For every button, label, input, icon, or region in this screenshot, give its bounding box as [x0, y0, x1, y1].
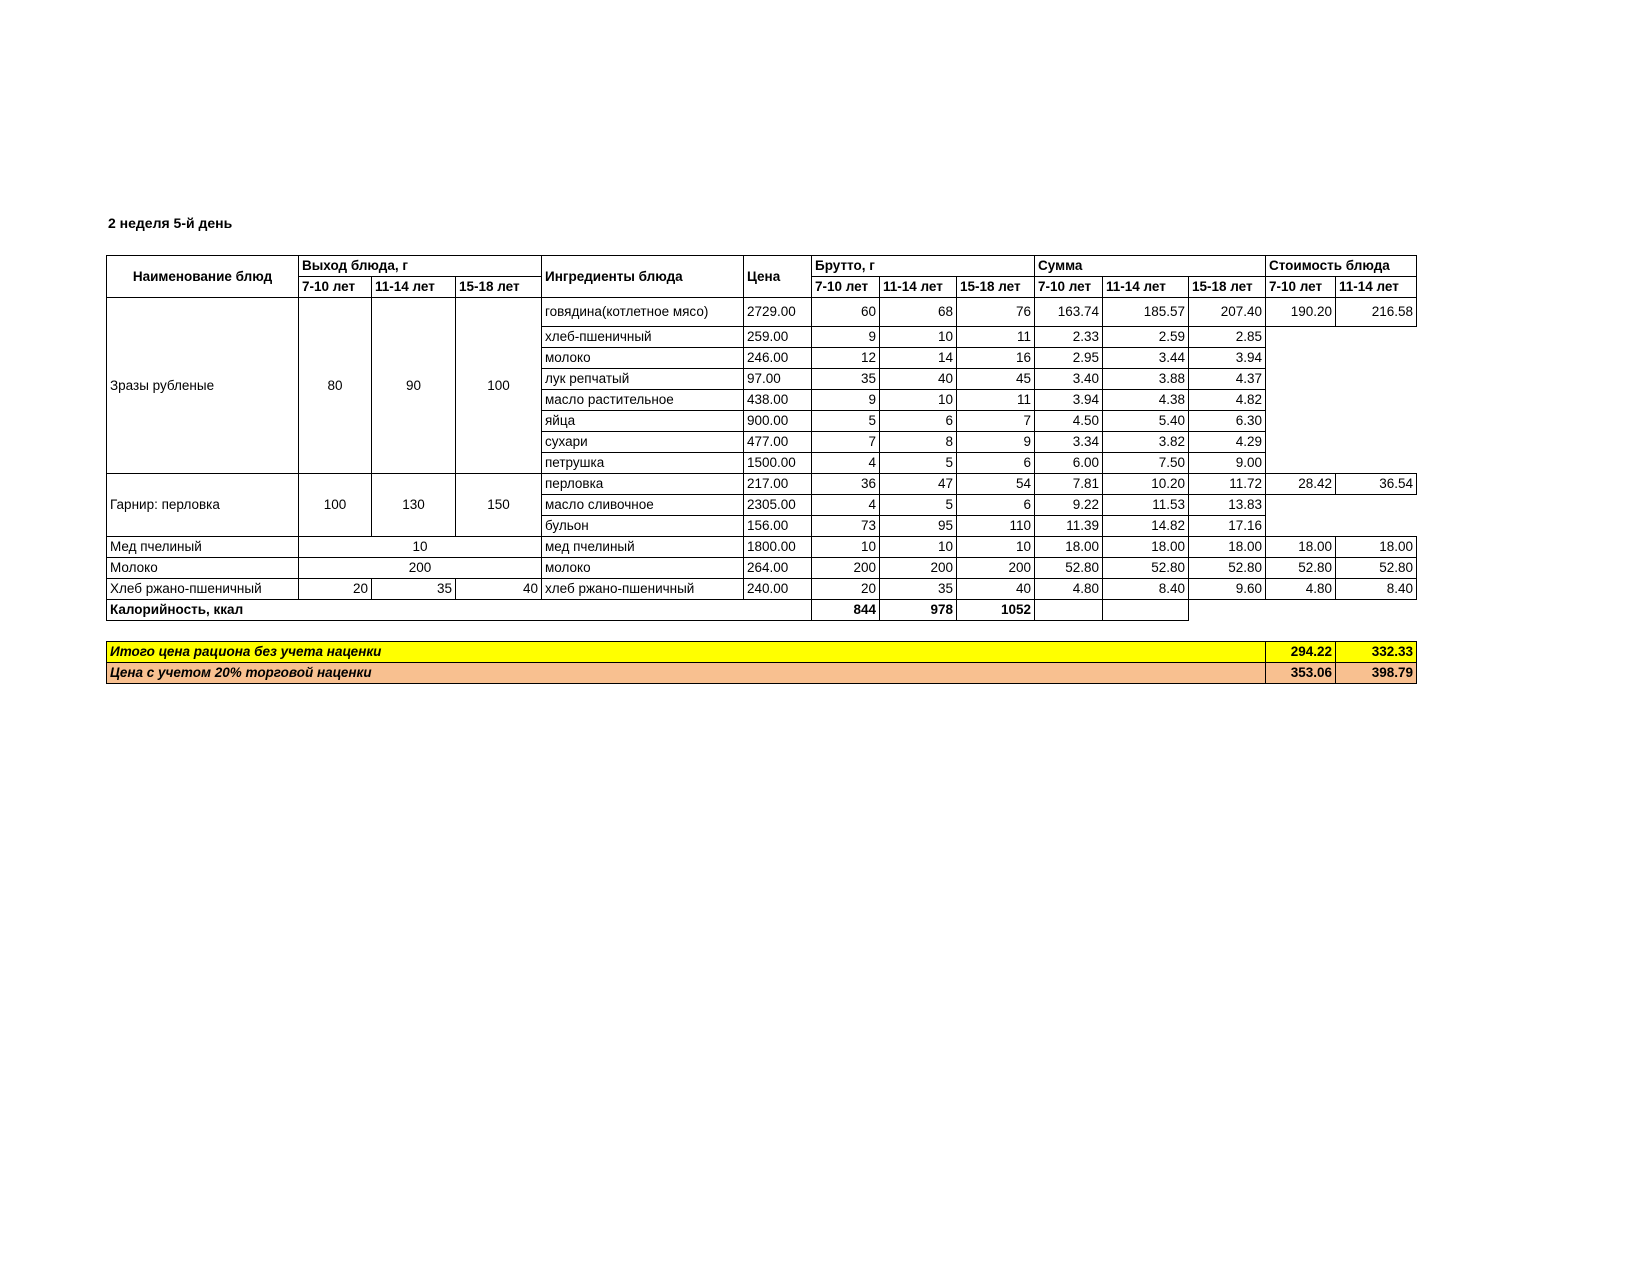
sum-cell: 4.50: [1035, 411, 1103, 432]
gross-cell: 9: [812, 327, 880, 348]
gross-cell: 76: [957, 298, 1035, 327]
sum-cell: 2.95: [1035, 348, 1103, 369]
ingredient-name: масло сливочное: [542, 495, 744, 516]
sum-cell: 4.29: [1189, 432, 1266, 453]
header-cost: Стоимость блюда: [1266, 256, 1417, 277]
gross-cell: 11: [957, 327, 1035, 348]
ingredient-name: бульон: [542, 516, 744, 537]
yield-cell: 130: [372, 474, 456, 537]
header-gross-7-10: 7-10 лет: [812, 277, 880, 298]
header-sum-7-10: 7-10 лет: [1035, 277, 1103, 298]
sum-cell: 3.94: [1189, 348, 1266, 369]
calories-value: 978: [880, 600, 957, 621]
ingredient-price: 240.00: [744, 579, 812, 600]
yield-cell: 35: [372, 579, 456, 600]
cost-cell: 8.40: [1336, 579, 1417, 600]
gross-cell: 6: [880, 411, 957, 432]
gross-cell: 4: [812, 495, 880, 516]
sum-cell: 52.80: [1189, 558, 1266, 579]
gross-cell: 8: [880, 432, 957, 453]
gross-cell: 11: [957, 390, 1035, 411]
gross-cell: 200: [880, 558, 957, 579]
ingredient-name: мед пчелиный: [542, 537, 744, 558]
table-row: [107, 537, 1417, 558]
ingredient-price: 264.00: [744, 558, 812, 579]
ingredient-name: перловка: [542, 474, 744, 495]
cost-cell: 28.42: [1266, 474, 1336, 495]
header-ingredients: Ингредиенты блюда: [542, 256, 744, 298]
dish-name: Молоко: [107, 558, 299, 579]
sum-cell: 4.37: [1189, 369, 1266, 390]
yield-cell: 10: [299, 537, 542, 558]
markup-label: Цена с учетом 20% торговой наценки: [107, 663, 1266, 684]
empty-cell: [1266, 516, 1417, 537]
gross-cell: 10: [957, 537, 1035, 558]
ingredient-name: хлеб ржано-пшеничный: [542, 579, 744, 600]
ingredient-price: 900.00: [744, 411, 812, 432]
empty-cell: [1266, 432, 1417, 453]
sum-cell: 7.81: [1035, 474, 1103, 495]
header-row: [107, 256, 1417, 277]
cost-cell: 52.80: [1266, 558, 1336, 579]
gross-cell: 7: [812, 432, 880, 453]
cost-cell: 52.80: [1336, 558, 1417, 579]
yield-cell: 40: [456, 579, 542, 600]
header-gross-15-18: 15-18 лет: [957, 277, 1035, 298]
total-value: 332.33: [1336, 642, 1417, 663]
markup-value: 353.06: [1266, 663, 1336, 684]
gross-cell: 60: [812, 298, 880, 327]
sum-cell: 10.20: [1103, 474, 1189, 495]
sum-cell: 2.59: [1103, 327, 1189, 348]
sum-cell: 3.40: [1035, 369, 1103, 390]
gross-cell: 6: [957, 453, 1035, 474]
sum-cell: 3.94: [1035, 390, 1103, 411]
sum-cell: 2.33: [1035, 327, 1103, 348]
cost-cell: 18.00: [1266, 537, 1336, 558]
gross-cell: 40: [880, 369, 957, 390]
ingredient-name: масло растительное: [542, 390, 744, 411]
gross-cell: 47: [880, 474, 957, 495]
sum-cell: 17.16: [1189, 516, 1266, 537]
sum-cell: 18.00: [1035, 537, 1103, 558]
empty-cell: [1189, 600, 1417, 621]
yield-cell: 20: [299, 579, 372, 600]
empty-cell: [1266, 495, 1417, 516]
ingredient-price: 97.00: [744, 369, 812, 390]
sum-cell: 4.82: [1189, 390, 1266, 411]
sum-cell: 207.40: [1189, 298, 1266, 327]
gross-cell: 4: [812, 453, 880, 474]
spacer-row: [107, 621, 1417, 642]
gross-cell: 5: [880, 495, 957, 516]
header-price: Цена: [744, 256, 812, 298]
cost-cell: 190.20: [1266, 298, 1336, 327]
sum-cell: 11.72: [1189, 474, 1266, 495]
sum-cell: 8.40: [1103, 579, 1189, 600]
header-dish: Наименование блюд: [107, 256, 299, 298]
gross-cell: 14: [880, 348, 957, 369]
sum-cell: 18.00: [1189, 537, 1266, 558]
sum-cell: 5.40: [1103, 411, 1189, 432]
cost-cell: 18.00: [1336, 537, 1417, 558]
ingredient-price: 1800.00: [744, 537, 812, 558]
sum-cell: 18.00: [1103, 537, 1189, 558]
header-sum-11-14: 11-14 лет: [1103, 277, 1189, 298]
header-yield-11-14: 11-14 лет: [372, 277, 456, 298]
yield-cell: 90: [372, 298, 456, 474]
total-label: Итого цена рациона без учета наценки: [107, 642, 1266, 663]
page-title: 2 неделя 5-й день: [108, 215, 233, 231]
sum-cell: 3.82: [1103, 432, 1189, 453]
header-yield: Выход блюда, г: [299, 256, 542, 277]
yield-cell: 150: [456, 474, 542, 537]
sum-cell: 7.50: [1103, 453, 1189, 474]
yield-cell: 80: [299, 298, 372, 474]
empty-cell: [1266, 453, 1417, 474]
ingredient-price: 477.00: [744, 432, 812, 453]
cost-cell: 216.58: [1336, 298, 1417, 327]
sum-cell: 163.74: [1035, 298, 1103, 327]
total-row: [107, 642, 1417, 663]
ingredient-price: 1500.00: [744, 453, 812, 474]
gross-cell: 7: [957, 411, 1035, 432]
gross-cell: 5: [812, 411, 880, 432]
markup-row: [107, 663, 1417, 684]
gross-cell: 45: [957, 369, 1035, 390]
header-sum-15-18: 15-18 лет: [1189, 277, 1266, 298]
empty-cell: [1266, 348, 1417, 369]
ingredient-name: петрушка: [542, 453, 744, 474]
gross-cell: 35: [812, 369, 880, 390]
gross-cell: 35: [880, 579, 957, 600]
dish-name: Мед пчелиный: [107, 537, 299, 558]
gross-cell: 40: [957, 579, 1035, 600]
sum-cell: 9.00: [1189, 453, 1266, 474]
header-gross: Брутто, г: [812, 256, 1035, 277]
gross-cell: 73: [812, 516, 880, 537]
ingredient-price: 438.00: [744, 390, 812, 411]
sum-cell: 3.34: [1035, 432, 1103, 453]
gross-cell: 200: [957, 558, 1035, 579]
sum-cell: 9.60: [1189, 579, 1266, 600]
gross-cell: 16: [957, 348, 1035, 369]
empty-cell: [1266, 411, 1417, 432]
ingredient-name: молоко: [542, 348, 744, 369]
ingredient-name: яйца: [542, 411, 744, 432]
cost-cell: 4.80: [1266, 579, 1336, 600]
calories-label: Калорийность, ккал: [107, 600, 812, 621]
header-sum: Сумма: [1035, 256, 1266, 277]
gross-cell: 20: [812, 579, 880, 600]
gross-cell: 12: [812, 348, 880, 369]
sum-cell: 4.80: [1035, 579, 1103, 600]
table-row: [107, 579, 1417, 600]
ingredient-name: молоко: [542, 558, 744, 579]
gross-cell: 36: [812, 474, 880, 495]
table-row: [107, 474, 1417, 495]
gross-cell: 68: [880, 298, 957, 327]
gross-cell: 9: [957, 432, 1035, 453]
table-row: [107, 558, 1417, 579]
header-cost-11-14: 11-14 лет: [1336, 277, 1417, 298]
spacer-cell: [107, 621, 1417, 642]
sum-cell: 52.80: [1035, 558, 1103, 579]
gross-cell: 9: [812, 390, 880, 411]
ingredient-price: 259.00: [744, 327, 812, 348]
sum-cell: 11.53: [1103, 495, 1189, 516]
gross-cell: 95: [880, 516, 957, 537]
sum-cell: 3.88: [1103, 369, 1189, 390]
sum-cell: 9.22: [1035, 495, 1103, 516]
yield-cell: 200: [299, 558, 542, 579]
header-gross-11-14: 11-14 лет: [880, 277, 957, 298]
sum-cell: 14.82: [1103, 516, 1189, 537]
empty-cell: [1266, 390, 1417, 411]
gross-cell: 10: [812, 537, 880, 558]
yield-cell: 100: [299, 474, 372, 537]
table-row: [107, 298, 1417, 327]
header-yield-7-10: 7-10 лет: [299, 277, 372, 298]
gross-cell: 110: [957, 516, 1035, 537]
ingredient-price: 2305.00: [744, 495, 812, 516]
dish-name: Хлеб ржано-пшеничный: [107, 579, 299, 600]
calories-value: 1052: [957, 600, 1035, 621]
menu-table: [106, 255, 1417, 684]
gross-cell: 10: [880, 390, 957, 411]
ingredient-name: говядина(котлетное мясо): [542, 298, 744, 327]
gross-cell: 10: [880, 327, 957, 348]
gross-cell: 5: [880, 453, 957, 474]
ingredient-name: сухари: [542, 432, 744, 453]
ingredient-name: хлеб-пшеничный: [542, 327, 744, 348]
calories-value: 844: [812, 600, 880, 621]
empty-cell: [1103, 600, 1189, 621]
empty-cell: [1266, 369, 1417, 390]
ingredient-price: 217.00: [744, 474, 812, 495]
sum-cell: 52.80: [1103, 558, 1189, 579]
ingredient-price: 246.00: [744, 348, 812, 369]
empty-cell: [1035, 600, 1103, 621]
sum-cell: 6.00: [1035, 453, 1103, 474]
sum-cell: 185.57: [1103, 298, 1189, 327]
gross-cell: 10: [880, 537, 957, 558]
total-value: 294.22: [1266, 642, 1336, 663]
sum-cell: 13.83: [1189, 495, 1266, 516]
header-yield-15-18: 15-18 лет: [456, 277, 542, 298]
yield-cell: 100: [456, 298, 542, 474]
sum-cell: 2.85: [1189, 327, 1266, 348]
cost-cell: 36.54: [1336, 474, 1417, 495]
sum-cell: 6.30: [1189, 411, 1266, 432]
ingredient-name: лук репчатый: [542, 369, 744, 390]
sum-cell: 11.39: [1035, 516, 1103, 537]
gross-cell: 200: [812, 558, 880, 579]
ingredient-price: 2729.00: [744, 298, 812, 327]
gross-cell: 6: [957, 495, 1035, 516]
calories-row: [107, 600, 1417, 621]
gross-cell: 54: [957, 474, 1035, 495]
sum-cell: 4.38: [1103, 390, 1189, 411]
header-cost-7-10: 7-10 лет: [1266, 277, 1336, 298]
dish-name: Гарнир: перловка: [107, 474, 299, 537]
ingredient-price: 156.00: [744, 516, 812, 537]
markup-value: 398.79: [1336, 663, 1417, 684]
dish-name: Зразы рубленые: [107, 298, 299, 474]
empty-cell: [1266, 327, 1417, 348]
sum-cell: 3.44: [1103, 348, 1189, 369]
